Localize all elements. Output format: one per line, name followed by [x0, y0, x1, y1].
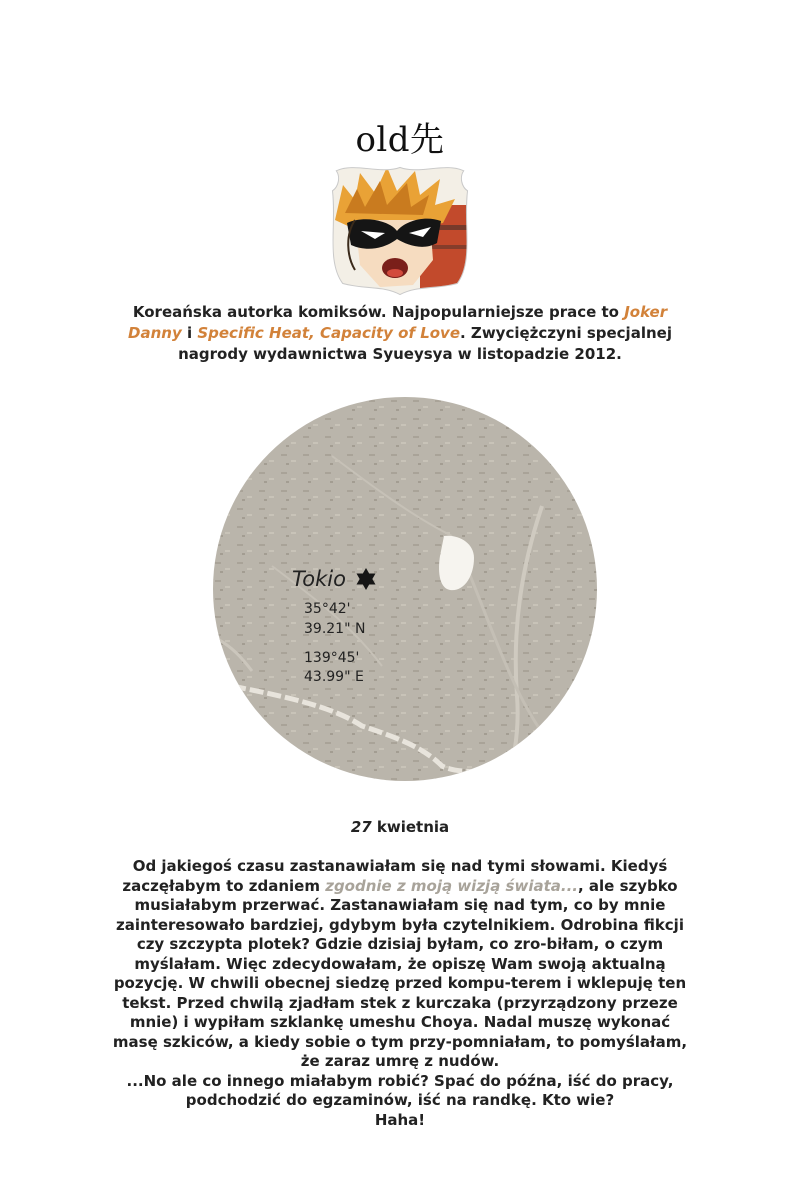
latitude-seconds: 39.21" N	[304, 621, 366, 637]
date-day: 27	[350, 818, 372, 836]
longitude-seconds: 43.99" E	[304, 669, 364, 685]
map-circle	[212, 396, 598, 782]
author-bio	[110, 302, 690, 365]
entry-date	[0, 818, 800, 836]
entry-closing: Haha!	[374, 1110, 426, 1129]
entry-text: , ale szybko musiałabym przerwać. Zastanawiałam się nad tym, co by mnie zainteresowało bardziej, gdybym była czytelnikiem. Odrobina fikcji czy szczypta plotek? Gdzie dzisiaj byłam, co zro-biłam, o czym myślałam. Więc zdecydowałam, że opiszę Wam swoją aktualną pozycję. W chwili obecnej siedzę przed kompu-terem i wklepuję ten tekst. Przed chwilą zjadłam stek z kurczaka (przyrządzony przeze mnie) i wypiłam szklankę umeshu Choya. Nadal muszę wykonać masę szkiców, a kiedy sobie o tym przy-pomniałam, to pomyślałam, że zaraz umrę z nudów.	[112, 876, 688, 1070]
date-month: kwietnia	[371, 818, 450, 836]
latitude-degrees: 35°42'	[304, 601, 351, 617]
entry-paragraph	[110, 857, 690, 1072]
masked-character-portrait-image	[325, 165, 475, 295]
bio-text: Koreańska autorka komiksów. Najpopularniejsze prace to	[132, 303, 625, 321]
author-avatar	[325, 165, 475, 295]
map-city-label: Tokio	[292, 567, 346, 591]
page-title: old先	[355, 120, 445, 160]
entry-paragraph: ...No ale co innego miałabym robić? Spać do późna, iść do pracy, podchodzić do egzaminów, iść na randkę. Kto wie?	[126, 1071, 674, 1109]
entry-text: Od jakiegoś czasu zastanawiałam się nad tymi słowami. Kiedyś zaczęłabym to zdaniem	[122, 857, 668, 895]
bio-text: . Zwyciężczyni specjalnej nagrody wydawnictwa Syueysya w listopadzie 2012.	[178, 324, 672, 363]
work-title-joker-danny: Joker Danny	[128, 303, 668, 342]
bio-text: i	[181, 324, 198, 342]
work-title-specific-heat: Specific Heat, Capacity of Love	[197, 324, 461, 342]
entry-body	[110, 857, 690, 1130]
entry-quote: zgodnie z moją wizją świata...	[325, 876, 578, 895]
tokyo-map	[212, 396, 598, 782]
longitude-degrees: 139°45'	[304, 650, 360, 666]
